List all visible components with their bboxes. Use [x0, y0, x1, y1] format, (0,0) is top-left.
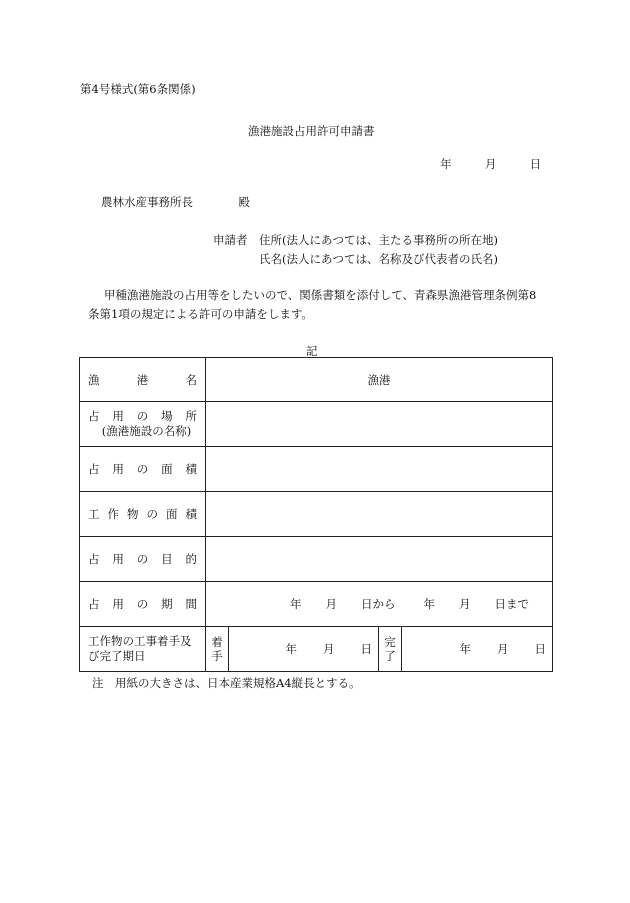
- ki-heading: 記: [306, 344, 318, 358]
- date-year-label: 年: [440, 157, 452, 171]
- applicant-label: 申請者: [213, 233, 248, 247]
- construction-end-date-field[interactable]: 年 月 日: [402, 627, 553, 672]
- row-label-fishing-port: 漁 港 名: [80, 358, 206, 402]
- structure-area-field[interactable]: [206, 492, 553, 537]
- fishing-port-suffix: 漁港: [367, 372, 391, 387]
- construction-start-date-field[interactable]: 年 月 日: [229, 627, 379, 672]
- application-table: [79, 357, 553, 672]
- addressee-honorific: 殿: [238, 195, 250, 209]
- table-row: [80, 492, 553, 537]
- addressee: [101, 194, 250, 210]
- table-row: [80, 358, 553, 402]
- applicant-address: 住所(法人にあつては、主たる事務所の所在地): [259, 233, 498, 247]
- row-label-occupancy-period: 占 用 の 期 間: [80, 582, 206, 627]
- page-title: 漁港施設占用許可申請書: [248, 124, 375, 138]
- occupancy-period-field[interactable]: 年 月 日から 年 月 日まで: [206, 582, 553, 627]
- construction-start-label: 着手: [206, 627, 229, 672]
- date-line: [440, 156, 541, 172]
- fishing-port-field[interactable]: [206, 358, 553, 402]
- table-row: [80, 627, 553, 672]
- row-label-occupancy-area: 占 用 の 面 積: [80, 447, 206, 492]
- table-row: [80, 447, 553, 492]
- body-text-line2: 条第1項の規定による許可の申請をします。: [88, 307, 313, 321]
- period-to: 日まで: [494, 597, 529, 611]
- occupancy-purpose-field[interactable]: [206, 537, 553, 582]
- body-text-line1: 甲種漁港施設の占用等をしたいので、関係書類を添付して、青森県漁港管理条例第8: [104, 288, 537, 302]
- form-number: 第4号様式(第6条関係): [80, 82, 196, 96]
- occupancy-area-field[interactable]: [206, 447, 553, 492]
- row-label-occupancy-location: 占 用 の 場 所 (漁港施設の名称): [80, 402, 206, 447]
- row-label-occupancy-purpose: 占 用 の 目 的: [80, 537, 206, 582]
- footnote: 注 用紙の大きさは、日本産業規格A4縦長とする。: [92, 676, 361, 690]
- date-day-label: 日: [529, 157, 542, 171]
- construction-end-label: 完了: [379, 627, 402, 672]
- occupancy-location-field[interactable]: [206, 402, 553, 447]
- row-label-structure-area: 工 作 物 の 面 積: [80, 492, 206, 537]
- table-row: [80, 582, 553, 627]
- addressee-name: 農林水産事務所長: [101, 195, 193, 209]
- applicant-name: 氏名(法人にあつては、名称及び代表者の氏名): [259, 252, 498, 266]
- row-label-construction-dates: 工作物の工事着手及 び完了期日: [80, 627, 206, 672]
- table-row: [80, 402, 553, 447]
- period-from: 日から: [361, 597, 396, 611]
- table-row: [80, 537, 553, 582]
- date-month-label: 月: [484, 157, 497, 171]
